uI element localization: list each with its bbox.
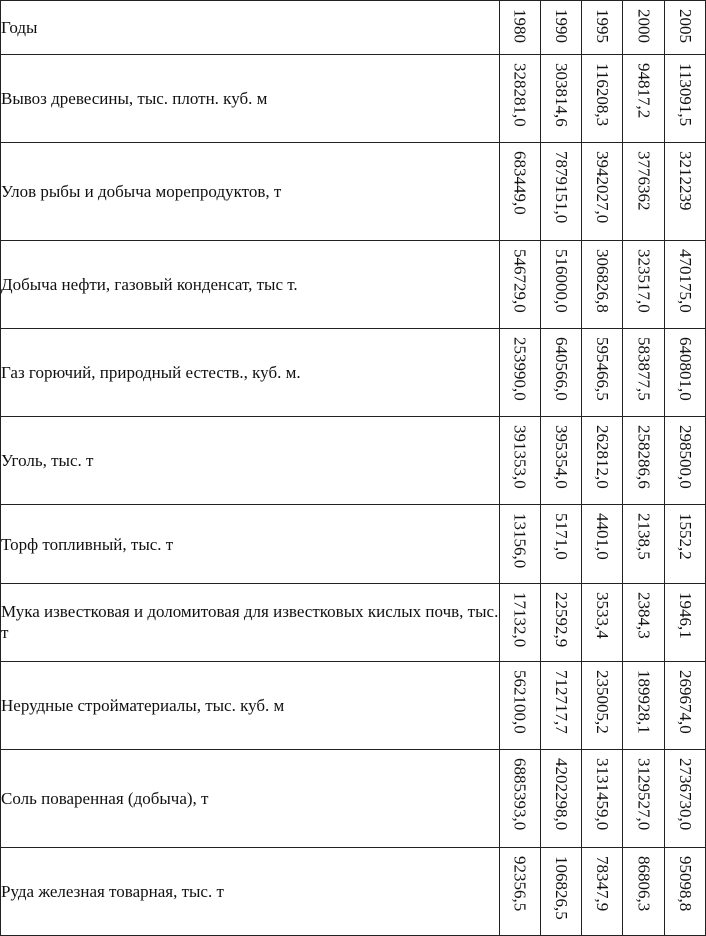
cell-value: 13156,0 bbox=[510, 513, 530, 569]
value-cell bbox=[540, 662, 581, 750]
cell-value: 583877,5 bbox=[634, 337, 654, 401]
row-label: Соль поваренная (добыча), т bbox=[1, 750, 500, 848]
value-cell bbox=[540, 241, 581, 329]
cell-value: 17132,0 bbox=[510, 591, 530, 647]
year-1990-cell bbox=[540, 1, 581, 55]
year-2000-cell bbox=[623, 1, 664, 55]
value-cell bbox=[540, 143, 581, 241]
table-row bbox=[1, 662, 706, 750]
value-cell bbox=[623, 143, 664, 241]
value-cell bbox=[623, 750, 664, 848]
row-label: Мука известковая и доломитовая для известковых кислых почв, тыс. т bbox=[1, 583, 500, 661]
value-cell bbox=[664, 750, 705, 848]
value-cell bbox=[499, 241, 540, 329]
year-header: 1995 bbox=[593, 9, 613, 43]
table-row bbox=[1, 847, 706, 935]
value-cell bbox=[664, 241, 705, 329]
cell-value: 391353,0 bbox=[510, 425, 530, 489]
header-row bbox=[1, 1, 706, 55]
cell-value: 78347,9 bbox=[593, 855, 613, 912]
cell-value: 262812,0 bbox=[593, 425, 613, 489]
cell-value: 3942027,0 bbox=[593, 151, 613, 224]
row-label: Газ горючий, природный естеств., куб. м. bbox=[1, 329, 500, 417]
cell-value: 5171,0 bbox=[551, 513, 571, 561]
table-row bbox=[1, 143, 706, 241]
row-label: Торф топливный, тыс. т bbox=[1, 505, 500, 583]
value-cell bbox=[499, 750, 540, 848]
value-cell bbox=[582, 750, 623, 848]
cell-value: 470175,0 bbox=[675, 249, 695, 313]
row-label: Добыча нефти, газовый конденсат, тыс т. bbox=[1, 241, 500, 329]
value-cell bbox=[540, 55, 581, 143]
cell-value: 640801,0 bbox=[675, 337, 695, 401]
value-cell bbox=[582, 847, 623, 935]
year-1980-cell bbox=[499, 1, 540, 55]
cell-value: 7879151,0 bbox=[551, 151, 571, 224]
value-cell bbox=[499, 583, 540, 661]
year-header: 1990 bbox=[551, 9, 571, 43]
value-cell bbox=[540, 417, 581, 505]
cell-value: 253990,0 bbox=[510, 337, 530, 401]
cell-value: 712717,7 bbox=[551, 670, 571, 734]
value-cell bbox=[540, 750, 581, 848]
table-row bbox=[1, 417, 706, 505]
row-label: Вывоз древесины, тыс. плотн. куб. м bbox=[1, 55, 500, 143]
value-cell bbox=[623, 55, 664, 143]
year-header: 1980 bbox=[510, 9, 530, 43]
cell-value: 4401,0 bbox=[593, 513, 613, 561]
table-row bbox=[1, 750, 706, 848]
cell-value: 3129527,0 bbox=[634, 758, 654, 831]
cell-value: 1552,2 bbox=[675, 513, 695, 561]
cell-value: 106826,5 bbox=[551, 855, 571, 920]
value-cell bbox=[664, 505, 705, 583]
table-row bbox=[1, 55, 706, 143]
year-header: 2000 bbox=[634, 9, 654, 43]
value-cell bbox=[540, 847, 581, 935]
value-cell bbox=[582, 329, 623, 417]
cell-value: 94817,2 bbox=[634, 63, 654, 119]
value-cell bbox=[623, 583, 664, 661]
cell-value: 303814,6 bbox=[551, 63, 571, 128]
value-cell bbox=[623, 241, 664, 329]
cell-value: 562100,0 bbox=[510, 670, 530, 734]
table-row bbox=[1, 505, 706, 583]
cell-value: 1946,1 bbox=[675, 591, 695, 639]
value-cell bbox=[664, 329, 705, 417]
value-cell bbox=[664, 417, 705, 505]
value-cell bbox=[623, 417, 664, 505]
value-cell bbox=[623, 505, 664, 583]
cell-value: 298500,0 bbox=[675, 425, 695, 489]
value-cell bbox=[664, 55, 705, 143]
value-cell bbox=[499, 143, 540, 241]
cell-value: 3212239 bbox=[675, 151, 695, 211]
value-cell bbox=[499, 329, 540, 417]
cell-value: 3533,4 bbox=[593, 591, 613, 639]
value-cell bbox=[499, 662, 540, 750]
cell-value: 640566,0 bbox=[551, 337, 571, 401]
cell-value: 92356,5 bbox=[510, 855, 530, 912]
year-1995-cell bbox=[582, 1, 623, 55]
value-cell bbox=[499, 505, 540, 583]
cell-value: 22592,9 bbox=[551, 591, 571, 647]
value-cell bbox=[582, 241, 623, 329]
value-cell bbox=[582, 505, 623, 583]
value-cell bbox=[582, 55, 623, 143]
cell-value: 235005,2 bbox=[593, 670, 613, 734]
cell-value: 6885393,0 bbox=[510, 758, 530, 831]
cell-value: 2736730,0 bbox=[675, 758, 695, 831]
value-cell bbox=[499, 55, 540, 143]
cell-value: 4202298,0 bbox=[551, 758, 571, 831]
cell-value: 3131459,0 bbox=[593, 758, 613, 831]
cell-value: 86806,3 bbox=[634, 855, 654, 912]
value-cell bbox=[664, 847, 705, 935]
cell-value: 395354,0 bbox=[551, 425, 571, 489]
row-label: Нерудные стройматериалы, тыс. куб. м bbox=[1, 662, 500, 750]
value-cell bbox=[499, 417, 540, 505]
cell-value: 95098,8 bbox=[675, 855, 695, 912]
cell-value: 2138,5 bbox=[634, 513, 654, 561]
cell-value: 116208,3 bbox=[593, 63, 613, 127]
value-cell bbox=[540, 329, 581, 417]
row-label: Руда железная товарная, тыс. т bbox=[1, 847, 500, 935]
cell-value: 546729,0 bbox=[510, 249, 530, 313]
cell-value: 2384,3 bbox=[634, 591, 654, 639]
cell-value: 3776362 bbox=[634, 151, 654, 211]
value-cell bbox=[623, 662, 664, 750]
value-cell bbox=[582, 662, 623, 750]
value-cell bbox=[664, 583, 705, 661]
cell-value: 595466,5 bbox=[593, 337, 613, 401]
value-cell bbox=[540, 505, 581, 583]
table-row bbox=[1, 329, 706, 417]
cell-value: 683449,0 bbox=[510, 151, 530, 216]
value-cell bbox=[623, 847, 664, 935]
cell-value: 323517,0 bbox=[634, 249, 654, 313]
value-cell bbox=[540, 583, 581, 661]
header-label: Годы bbox=[1, 1, 500, 55]
value-cell bbox=[664, 662, 705, 750]
row-label: Уголь, тыс. т bbox=[1, 417, 500, 505]
cell-value: 328281,0 bbox=[510, 63, 530, 128]
table-row bbox=[1, 583, 706, 661]
value-cell bbox=[582, 583, 623, 661]
cell-value: 516000,0 bbox=[551, 249, 571, 313]
value-cell bbox=[582, 143, 623, 241]
cell-value: 189928,1 bbox=[634, 670, 654, 734]
row-label: Улов рыбы и добыча морепродуктов, т bbox=[1, 143, 500, 241]
cell-value: 306826,8 bbox=[593, 249, 613, 313]
year-2005-cell bbox=[664, 1, 705, 55]
value-cell bbox=[664, 143, 705, 241]
year-header: 2005 bbox=[675, 9, 695, 43]
value-cell bbox=[582, 417, 623, 505]
cell-value: 113091,5 bbox=[675, 63, 695, 127]
cell-value: 258286,6 bbox=[634, 425, 654, 489]
table-body bbox=[1, 1, 706, 936]
cell-value: 269674,0 bbox=[675, 670, 695, 734]
value-cell bbox=[623, 329, 664, 417]
table-row bbox=[1, 241, 706, 329]
value-cell bbox=[499, 847, 540, 935]
